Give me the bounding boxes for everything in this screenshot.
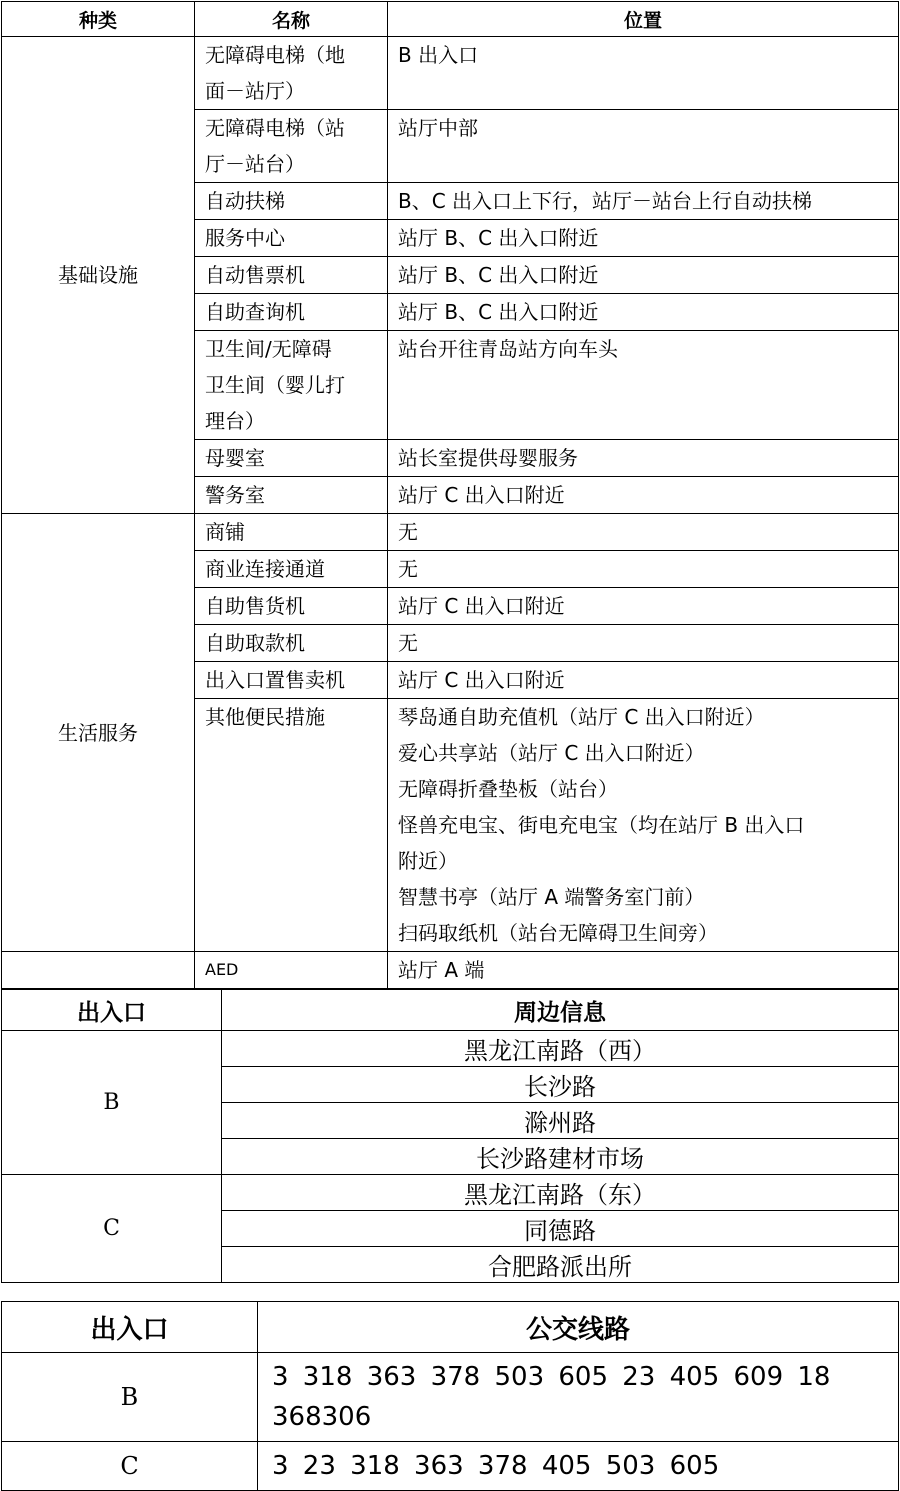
facility-location: [388, 477, 899, 514]
facility-name: [195, 440, 388, 477]
header-location: 位置: [388, 2, 899, 37]
bus-routes-table: [1, 1301, 899, 1491]
cell-line: 自助售货机: [205, 594, 305, 618]
facility-row: [2, 37, 899, 110]
cell-line: 爱心共享站（站厅 C 出入口附近）: [398, 741, 705, 765]
facilities-header-row: [2, 2, 899, 37]
cell-line: 其他便民措施: [205, 705, 325, 729]
facility-name: [195, 110, 388, 183]
cell-line: 自助取款机: [205, 631, 305, 655]
facility-name: [195, 294, 388, 331]
cell-line: 自动扶梯: [205, 189, 285, 213]
header-name: 名称: [195, 2, 388, 37]
facility-name: [195, 37, 388, 110]
cell-line: 站厅 C 出入口附近: [398, 594, 565, 618]
facility-location: [388, 514, 899, 551]
header-info: 周边信息: [222, 990, 899, 1031]
gate-label: C: [2, 1442, 258, 1491]
gate-label: B: [2, 1031, 222, 1175]
cell-line: 卫生间/无障碍: [205, 337, 332, 361]
surrounding-item: 滁州路: [222, 1103, 899, 1139]
cell-line: 无: [398, 520, 418, 544]
facility-location: [388, 625, 899, 662]
cell-line: 琴岛通自助充值机（站厅 C 出入口附近）: [398, 705, 765, 729]
bus-route-list: [258, 1353, 899, 1442]
bus-header-row: [2, 1302, 899, 1353]
facility-category: [2, 952, 195, 989]
cell-line: 站厅 A 端: [398, 958, 485, 982]
facility-location: [388, 588, 899, 625]
cell-line: 无: [398, 631, 418, 655]
cell-line: 站台开往青岛站方向车头: [398, 337, 618, 361]
facility-name: [195, 257, 388, 294]
cell-line: 站厅 B、C 出入口附近: [398, 226, 599, 250]
surrounding-item: 合肥路派出所: [222, 1247, 899, 1283]
surrounding-row: [2, 1031, 899, 1067]
facility-name: [195, 588, 388, 625]
cell-line: 站厅 C 出入口附近: [398, 668, 565, 692]
cell-line: 面－站厅）: [205, 79, 305, 103]
header-gate: 出入口: [2, 990, 222, 1031]
cell-line: 智慧书亭（站厅 A 端警务室门前）: [398, 885, 705, 909]
cell-line: 附近）: [398, 849, 458, 873]
facility-location: [388, 257, 899, 294]
surroundings-table: [1, 989, 899, 1283]
facility-location: [388, 110, 899, 183]
facility-location: [388, 662, 899, 699]
facility-name: [195, 514, 388, 551]
facility-category: 生活服务: [2, 514, 195, 952]
cell-line: 站厅中部: [398, 116, 478, 140]
cell-line: 站厅 B、C 出入口附近: [398, 300, 599, 324]
cell-line: 理台）: [205, 409, 265, 433]
facility-row: [2, 514, 899, 551]
surrounding-row: [2, 1175, 899, 1211]
cell-line: 3 318 363 378 503 605 23 405 609 18 368: [272, 1362, 831, 1432]
cell-line: 306: [321, 1402, 372, 1432]
cell-line: 扫码取纸机（站台无障碍卫生间旁）: [398, 921, 718, 945]
cell-line: 站长室提供母婴服务: [398, 446, 578, 470]
cell-line: 警务室: [205, 483, 265, 507]
cell-line: 厅－站台）: [205, 152, 305, 176]
header-routes: 公交线路: [258, 1302, 899, 1353]
cell-line: AED: [205, 960, 239, 979]
header-category: 种类: [2, 2, 195, 37]
facility-category: 基础设施: [2, 37, 195, 514]
cell-line: B 出入口: [398, 43, 479, 67]
facility-name: [195, 477, 388, 514]
cell-line: 出入口置售卖机: [205, 668, 345, 692]
facility-name: [195, 662, 388, 699]
facility-name: [195, 952, 388, 989]
cell-line: B、C 出入口上下行，站厅－站台上行自动扶梯: [398, 189, 813, 213]
gate-label: C: [2, 1175, 222, 1283]
facility-name: [195, 220, 388, 257]
cell-line: 站厅 C 出入口附近: [398, 483, 565, 507]
bus-route-list: [258, 1442, 899, 1491]
cell-line: 站厅 B、C 出入口附近: [398, 263, 599, 287]
bus-row: [2, 1442, 899, 1491]
surrounding-item: 黑龙江南路（西）: [222, 1031, 899, 1067]
bus-row: [2, 1353, 899, 1442]
cell-line: 无障碍电梯（站: [205, 116, 345, 140]
facility-name: [195, 625, 388, 662]
facility-location: [388, 699, 899, 952]
facility-location: [388, 183, 899, 220]
cell-line: 商铺: [205, 520, 245, 544]
cell-line: 自助查询机: [205, 300, 305, 324]
surrounding-item: 黑龙江南路（东）: [222, 1175, 899, 1211]
facility-location: [388, 294, 899, 331]
cell-line: 怪兽充电宝、街电充电宝（均在站厅 B 出入口: [398, 813, 805, 837]
facilities-table: [1, 1, 899, 989]
cell-line: 无障碍电梯（地: [205, 43, 345, 67]
surrounding-item: 长沙路建材市场: [222, 1139, 899, 1175]
surroundings-header-row: [2, 990, 899, 1031]
facility-name: [195, 331, 388, 440]
cell-line: 无: [398, 557, 418, 581]
cell-line: 服务中心: [205, 226, 285, 250]
facility-row: [2, 952, 899, 989]
surrounding-item: 同德路: [222, 1211, 899, 1247]
header-gate: 出入口: [2, 1302, 258, 1353]
cell-line: 商业连接通道: [205, 557, 325, 581]
facility-location: [388, 952, 899, 989]
facility-location: [388, 37, 899, 110]
gate-label: B: [2, 1353, 258, 1442]
facility-location: [388, 440, 899, 477]
cell-line: 3 23 318 363 378 405 503 605: [272, 1451, 720, 1481]
facility-location: [388, 331, 899, 440]
cell-line: 无障碍折叠垫板（站台）: [398, 777, 618, 801]
cell-line: 自动售票机: [205, 263, 305, 287]
cell-line: 卫生间（婴儿打: [205, 373, 345, 397]
facility-name: [195, 183, 388, 220]
facility-name: [195, 699, 388, 952]
surrounding-item: 长沙路: [222, 1067, 899, 1103]
cell-line: 母婴室: [205, 446, 265, 470]
facility-location: [388, 551, 899, 588]
facility-name: [195, 551, 388, 588]
facility-location: [388, 220, 899, 257]
